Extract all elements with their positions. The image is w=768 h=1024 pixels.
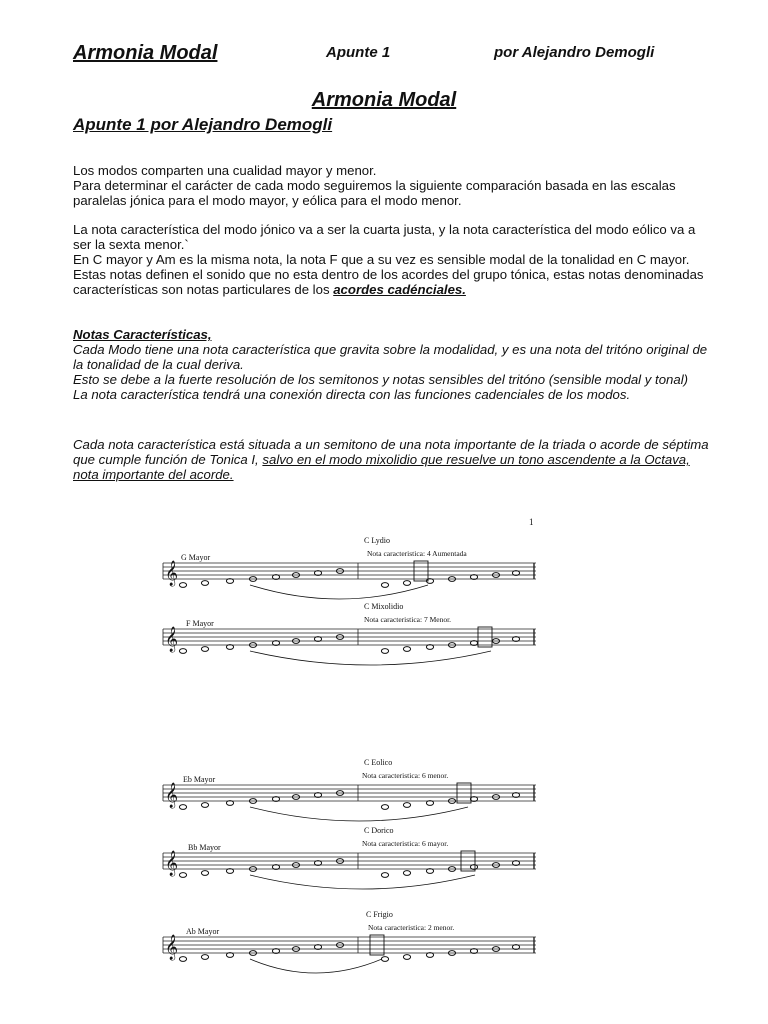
section-heading: Notas Características,: [73, 327, 212, 342]
staff-note-label: Nota caracteristica: 4 Aumentada: [367, 549, 467, 558]
treble-clef-icon: 𝄞: [165, 626, 179, 651]
text-line: Los modos comparten una cualidad mayor y menor.: [73, 163, 377, 178]
staff-key-label: Ab Mayor: [186, 927, 220, 936]
whole-note: [381, 649, 388, 654]
resolution-slur: [250, 807, 468, 821]
text-line: Para determinar el carácter de cada modo seguiremos la siguiente comparación basada en las escalas paralelas jónica para el modo mayor, y eólica para el modo menor.: [73, 178, 676, 208]
header-title: Armonia Modal: [73, 42, 218, 64]
whole-note: [381, 805, 388, 810]
resolution-slur: [250, 875, 475, 889]
resolution-slur: [250, 585, 428, 599]
subtitle: Apunte 1 por Alejandro Demogli: [73, 115, 333, 134]
whole-note: [201, 581, 208, 586]
header-apunte: Apunte 1: [326, 44, 391, 61]
text-line: La nota característica del modo jónico va a ser la cuarta justa, y la nota característica del modo eólico va a ser la sexta menor.`: [73, 222, 696, 252]
treble-clef-icon: 𝄞: [165, 560, 179, 585]
staff-key-label: G Mayor: [181, 553, 211, 562]
whole-note: [179, 873, 186, 878]
whole-note: [403, 581, 410, 586]
mixolydian-exception: salvo en el modo mixolidio que resuelve un tono ascendente a la Octava, nota importante del acorde.: [73, 452, 690, 482]
whole-note: [179, 805, 186, 810]
treble-clef-icon: 𝄞: [165, 850, 179, 875]
staff-mode-label: C Frigio: [366, 910, 393, 919]
text-span: Estas notas definen el sonido que no esta dentro de los acordes del grupo tónica, estas notas denominadas características son notas particulares de los: [73, 267, 704, 297]
resolution-slur: [250, 959, 382, 973]
staff-note-label: Nota caracteristica: 7 Menor.: [364, 615, 452, 624]
text-line: Cada Modo tiene una nota característica que gravita sobre la modalidad, y es una nota del tritóno original de la tonalidad de la cual deriva.: [73, 342, 708, 372]
resolution-slur: [250, 651, 491, 665]
whole-note: [179, 649, 186, 654]
whole-note: [201, 871, 208, 876]
whole-note: [179, 583, 186, 588]
staff-mode-label: C Mixolidio: [364, 602, 404, 611]
staff-2: [163, 602, 536, 665]
staff-key-label: Bb Mayor: [188, 843, 221, 852]
staff-1: [163, 536, 536, 599]
whole-note: [381, 873, 388, 878]
whole-note: [403, 647, 410, 652]
staff-note-label: Nota caracteristica: 2 menor.: [368, 923, 455, 932]
staff-mode-label: C Lydio: [364, 536, 391, 545]
treble-clef-icon: 𝄞: [165, 934, 179, 959]
text-line: La nota característica tendrá una conexión directa con las funciones cadenciales de los modos.: [73, 387, 631, 402]
whole-note: [201, 647, 208, 652]
text-line: Esto se debe a la fuerte resolución de los semitonos y notas sensibles del tritóno (sensible modal y tonal): [73, 372, 689, 387]
staff-note-label: Nota caracteristica: 6 mayor.: [362, 839, 449, 848]
whole-note: [179, 957, 186, 962]
staff-key-label: Eb Mayor: [183, 775, 216, 784]
header-author: por Alejandro Demogli: [494, 44, 655, 61]
whole-note: [201, 803, 208, 808]
staff-3: [163, 758, 536, 821]
whole-note: [201, 955, 208, 960]
staff-mode-label: C Eolico: [364, 758, 393, 767]
page-number: 1: [529, 517, 534, 527]
main-title: Armonia Modal: [311, 89, 457, 111]
staff-5: [163, 910, 536, 973]
whole-note: [403, 871, 410, 876]
text-span: Cada nota característica está situada a un semitono de una nota importante de la triada o acorde de séptima que cumple función de Tonica I,: [73, 437, 709, 467]
treble-clef-icon: 𝄞: [165, 782, 179, 807]
text-line: En C mayor y Am es la misma nota, la nota F que a su vez es sensible modal de la tonalidad en C mayor.: [73, 252, 690, 267]
whole-note: [403, 955, 410, 960]
staff-mode-label: C Dorico: [364, 826, 394, 835]
cadential-chords-term: acordes cadénciales.: [333, 282, 466, 297]
whole-note: [403, 803, 410, 808]
staff-note-label: Nota caracteristica: 6 menor.: [362, 771, 449, 780]
whole-note: [381, 957, 388, 962]
staff-4: [163, 826, 536, 889]
staff-key-label: F Mayor: [186, 619, 214, 628]
whole-note: [381, 583, 388, 588]
